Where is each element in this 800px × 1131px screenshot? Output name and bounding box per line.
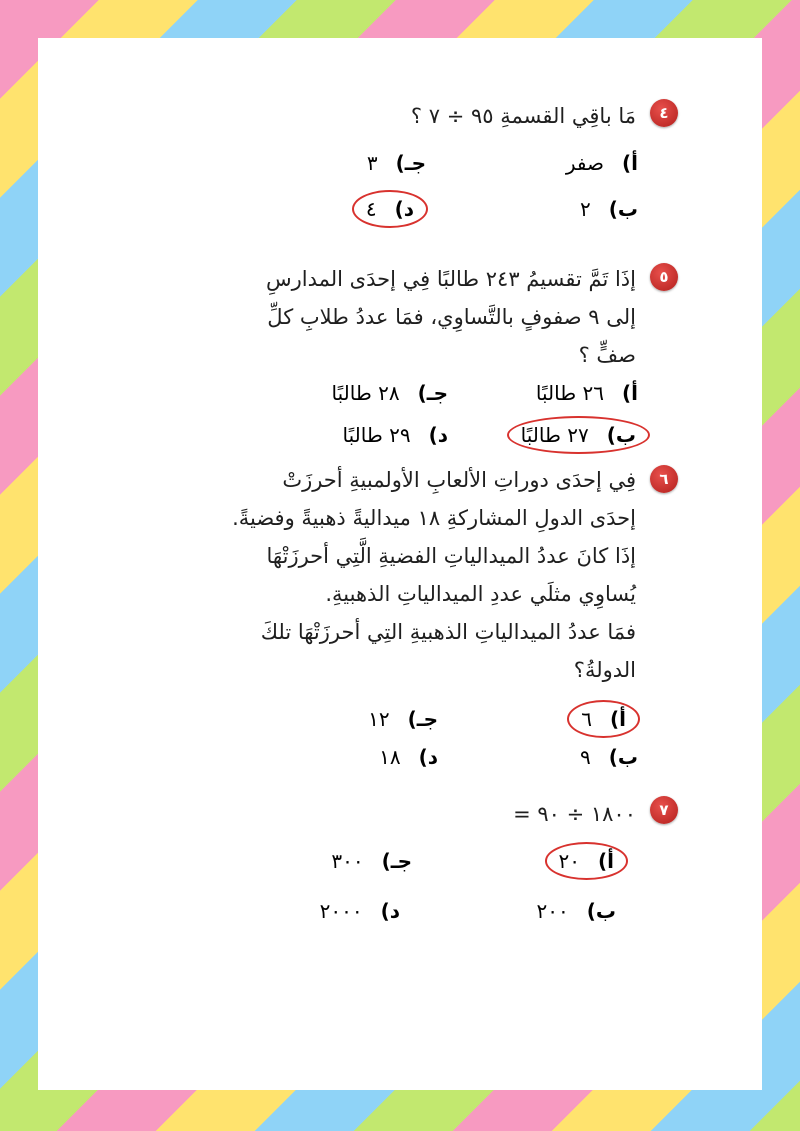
option-c[interactable]: جـ)٣ [366, 151, 426, 175]
stem-line: صفٍّ ؟ [578, 343, 636, 367]
question-stem [411, 97, 636, 135]
stem-line: فِي إحدَى دوراتِ الألعابِ الأولمبيةِ أحرزَتْ [282, 468, 636, 492]
option-d[interactable]: د)٢٩ طالبًا [342, 423, 448, 447]
question-number-badge: ٥ [650, 263, 678, 291]
option-c[interactable]: جـ)٣٠٠ [331, 849, 412, 873]
option-c[interactable]: جـ)٢٨ طالبًا [331, 381, 448, 405]
option-b[interactable]: ب)٩ [580, 745, 638, 769]
question-stem [513, 795, 636, 833]
option-a[interactable]: أ)صفر [565, 151, 638, 175]
option-b[interactable]: ب)٢ [580, 197, 638, 221]
stem-line: إذَا تَمَّ تقسيمُ ٢٤٣ طالبًا فِي إحدَى المدارسِ [265, 267, 636, 291]
option-a-circled-answer[interactable]: أ)٢٠ [545, 842, 628, 880]
option-c[interactable]: جـ)١٢ [368, 707, 438, 731]
question-stem [232, 461, 636, 689]
stem-line: يُساوِي مثلَي عددِ الميدالياتِ الذهبيةِ. [325, 582, 636, 606]
question-stem [266, 260, 636, 374]
option-a-circled-answer[interactable]: أ)٦ [567, 700, 640, 738]
option-b-circled-answer[interactable]: ب)٢٧ طالبًا [507, 416, 650, 454]
option-d[interactable]: د)٢٠٠٠ [319, 899, 400, 923]
stem-line: الدولةُ؟ [573, 658, 636, 682]
stem-line: ١٨٠٠ ÷ ٩٠ = [513, 802, 636, 826]
stem-line: مَا باقِي القسمةِ ٩٥ ÷ ٧ ؟ [410, 104, 636, 128]
stem-line: إلى ٩ صفوفٍ بالتَّساوِي، فمَا عددُ طلابِ كلِّ [267, 305, 636, 329]
option-d-circled-answer[interactable]: د)٤ [352, 190, 428, 228]
question-number-badge: ٦ [650, 465, 678, 493]
stem-line: إحدَى الدولِ المشاركةِ ١٨ ميداليةً ذهبيةً وفضيةً. [232, 506, 636, 530]
question-number-badge: ٤ [650, 99, 678, 127]
option-b[interactable]: ب)٢٠٠ [536, 899, 616, 923]
question-number-badge: ٧ [650, 796, 678, 824]
option-a[interactable]: أ)٢٦ طالبًا [535, 381, 638, 405]
stem-line: فمَا عددُ الميدالياتِ الذهبيةِ التِي أحرزَتْهَا تلكَ [260, 620, 636, 644]
option-d[interactable]: د)١٨ [379, 745, 438, 769]
stem-line: إذَا كانَ عددُ الميدالياتِ الفضيةِ الَّتِي أحرزَتْهَا [266, 544, 636, 568]
